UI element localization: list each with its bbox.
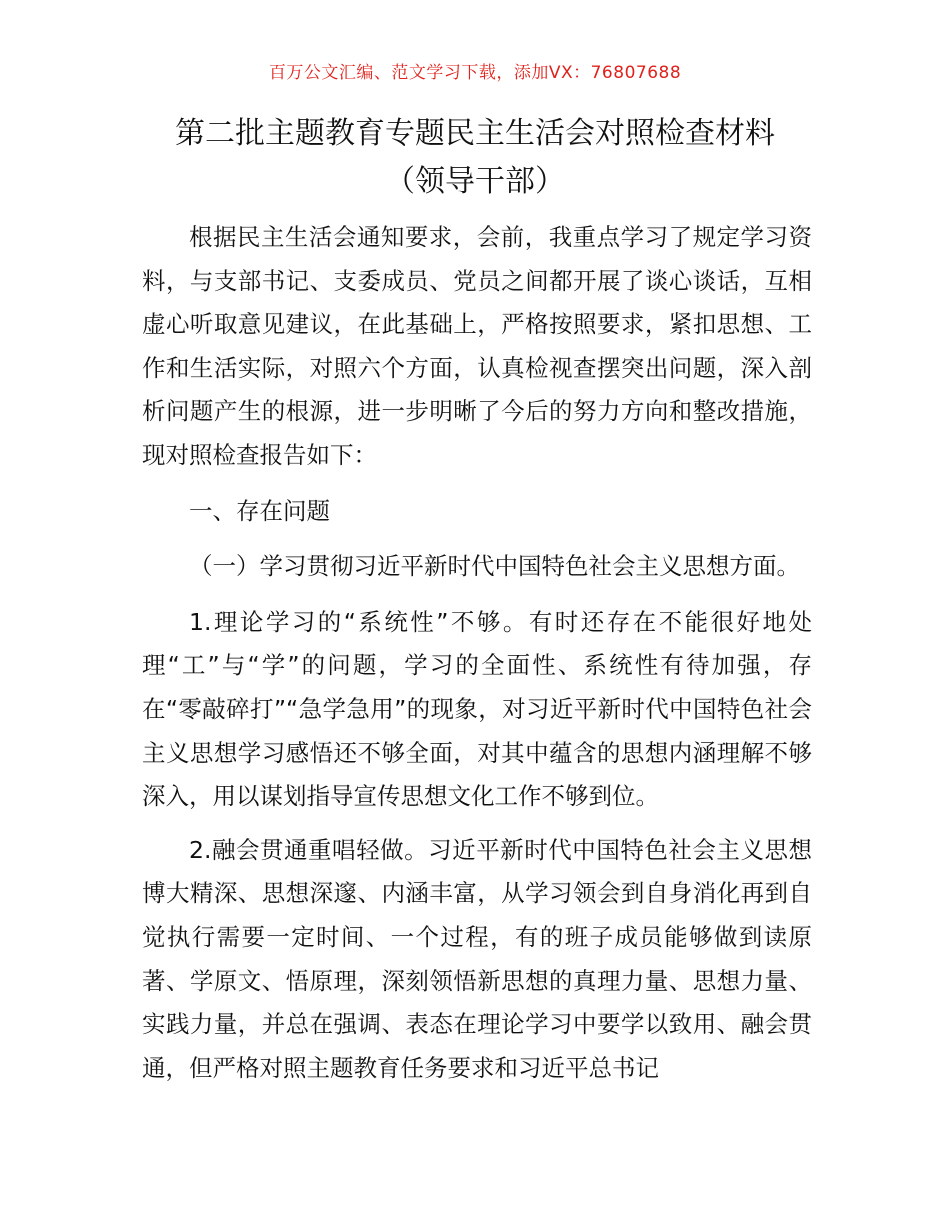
item-paragraph-2: 2.融会贯通重唱轻做。习近平新时代中国特色社会主义思想博大精深、思想深邃、内涵丰富，从学习领会到自身消化再到自觉执行需要一定时间、一个过程，有的班子成员能够做到读原著、学原文、悟原理，深刻领悟新思想的真理力量、思想力量、实践力量，并总在强调、表态在理论学习中要学以致用、融会贯通，但严格对照主题教育任务要求和习近平总书记 [142, 835, 812, 1082]
title-line-2: （领导干部） [385, 164, 565, 199]
section-heading: 一、存在问题 [189, 496, 330, 525]
header-watermark-note: 百万公文汇编、范文学习下载，添加VX：76807688 [268, 63, 682, 83]
item-paragraph-1: 1.理论学习的“系统性”不够。有时还存在不能很好地处理“工”与“学”的问题，学习的全面性、系统性有待加强，存在“零敲碎打”“急学急用”的现象，对习近平新时代中国特色社会主义思想学习感悟还不够全面，对其中蕴含的思想内涵理解不够深入，用以谋划指导宣传思想文化工作不够到位。 [142, 607, 812, 811]
title-line-1: 第二批主题教育专题民主生活会对照检查材料 [175, 116, 775, 151]
subsection-heading: （一）学习贯彻习近平新时代中国特色社会主义思想方面。 [189, 552, 800, 581]
document-title [0, 110, 950, 206]
intro-paragraph: 根据民主生活会通知要求，会前，我重点学习了规定学习资料，与支部书记、支委成员、党员之间都开展了谈心谈话，互相虚心听取意见建议，在此基础上，严格按照要求，紧扣思想、工作和生活实际，对照六个方面，认真检视查摆突出问题，深入剖析问题产生的根源，进一步明晰了今后的努力方向和整改措施，现对照检查报告如下： [142, 223, 812, 469]
document-body [142, 216, 812, 1090]
